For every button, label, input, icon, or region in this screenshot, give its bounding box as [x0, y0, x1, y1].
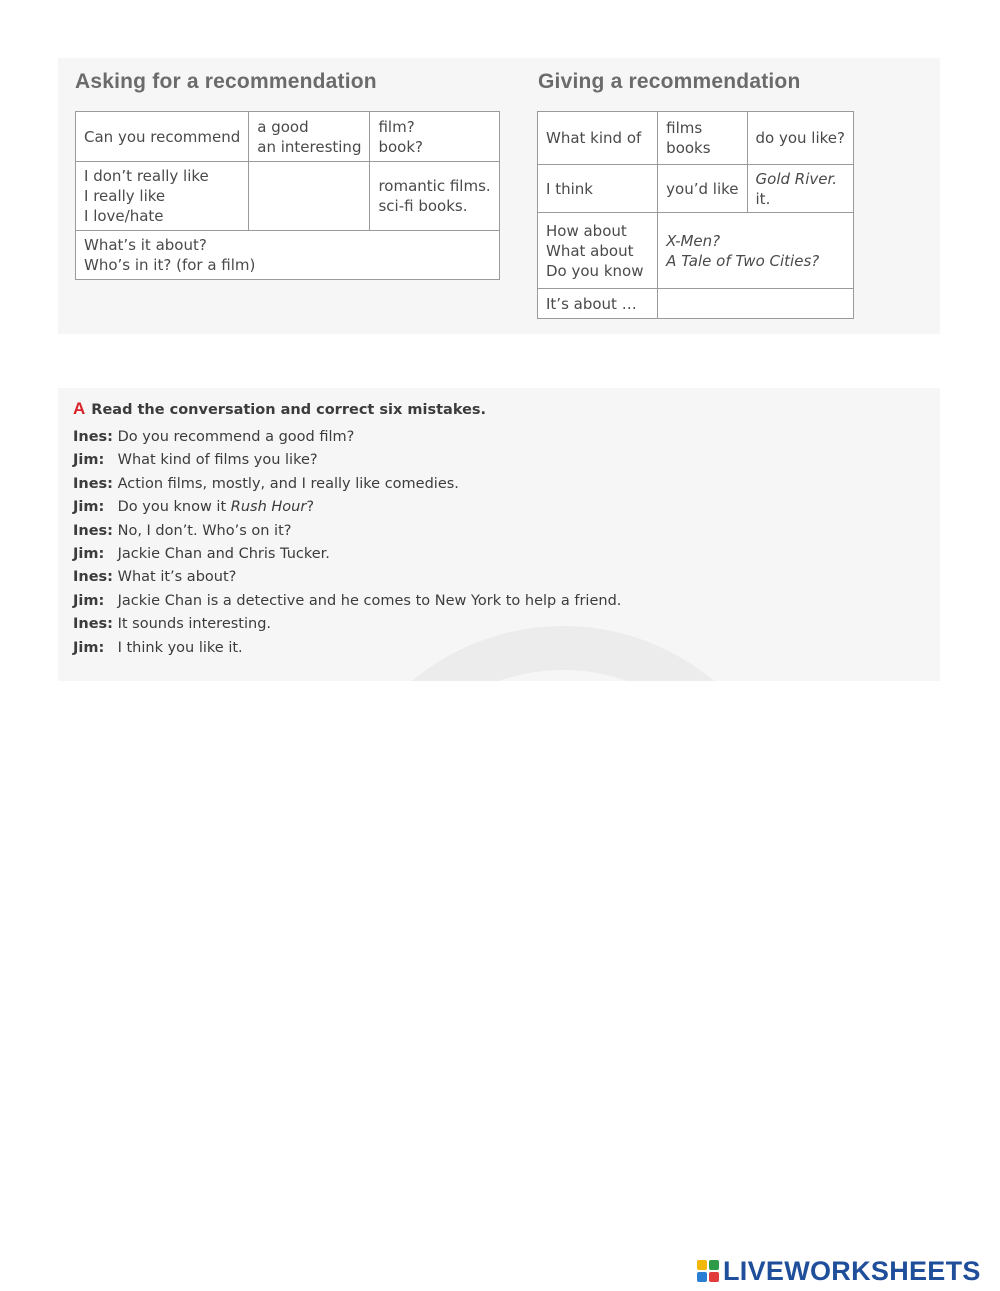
dialogue-line: Jim: Jackie Chan and Chris Tucker. — [73, 545, 330, 562]
table-cell: What kind of — [538, 112, 658, 165]
dialogue-line: Ines: Do you recommend a good film? — [73, 429, 355, 445]
table-cell: I don’t really like I really like I love/hate — [76, 162, 249, 231]
dialogue-line: Jim: Jackie Chan is a detective and he comes to New York to help a friend. — [73, 592, 622, 609]
giving-phrases-table — [537, 111, 854, 319]
dialogue-line: Ines: What it’s about? — [73, 569, 237, 586]
table-cell: How about What about Do you know — [538, 213, 658, 289]
table-cell: I think — [538, 165, 658, 213]
dialogue-line: Jim: What kind of films you like? — [73, 452, 318, 469]
table-cell: Can you recommend — [76, 112, 249, 162]
dialogue-line: Jim: Do you know it Rush Hour? — [73, 499, 315, 516]
table-cell-empty — [249, 162, 370, 231]
dialogue-line: Ines: Action films, mostly, and I really like comedies. — [73, 475, 459, 492]
exercise-instruction — [73, 398, 933, 420]
instruction-text: Read the conversation and correct six mistakes. — [91, 402, 487, 418]
logo-squares-icon — [697, 1260, 719, 1282]
table-cell: film? book? — [370, 112, 499, 162]
liveworksheets-logo — [697, 1256, 981, 1286]
table-cell-empty — [658, 289, 854, 319]
table-cell: you’d like — [658, 165, 747, 213]
table-cell: X-Men? A Tale of Two Cities? — [658, 213, 854, 289]
table-cell: Gold River. it. — [747, 165, 853, 213]
asking-section-title: Asking for a recommendation — [75, 70, 377, 93]
exercise-letter: A — [73, 399, 86, 418]
exercise-a — [73, 398, 933, 660]
table-cell: What’s it about? Who’s in it? (for a film) — [76, 231, 500, 280]
asking-phrases-table — [75, 111, 500, 280]
giving-section-title: Giving a recommendation — [538, 70, 801, 93]
dialogue-line: Ines: No, I don’t. Who’s on it? — [73, 522, 292, 539]
table-cell: a good an interesting — [249, 112, 370, 162]
table-cell: do you like? — [747, 112, 853, 165]
table-cell: films books — [658, 112, 747, 165]
logo-text: LIVEWORKSHEETS — [723, 1255, 981, 1286]
table-cell: It’s about … — [538, 289, 658, 319]
dialogue-line: Ines: It sounds interesting. — [73, 616, 272, 633]
dialogue-line: Jim: I think you like it. — [73, 639, 243, 656]
table-cell: romantic films. sci-fi books. — [370, 162, 499, 231]
